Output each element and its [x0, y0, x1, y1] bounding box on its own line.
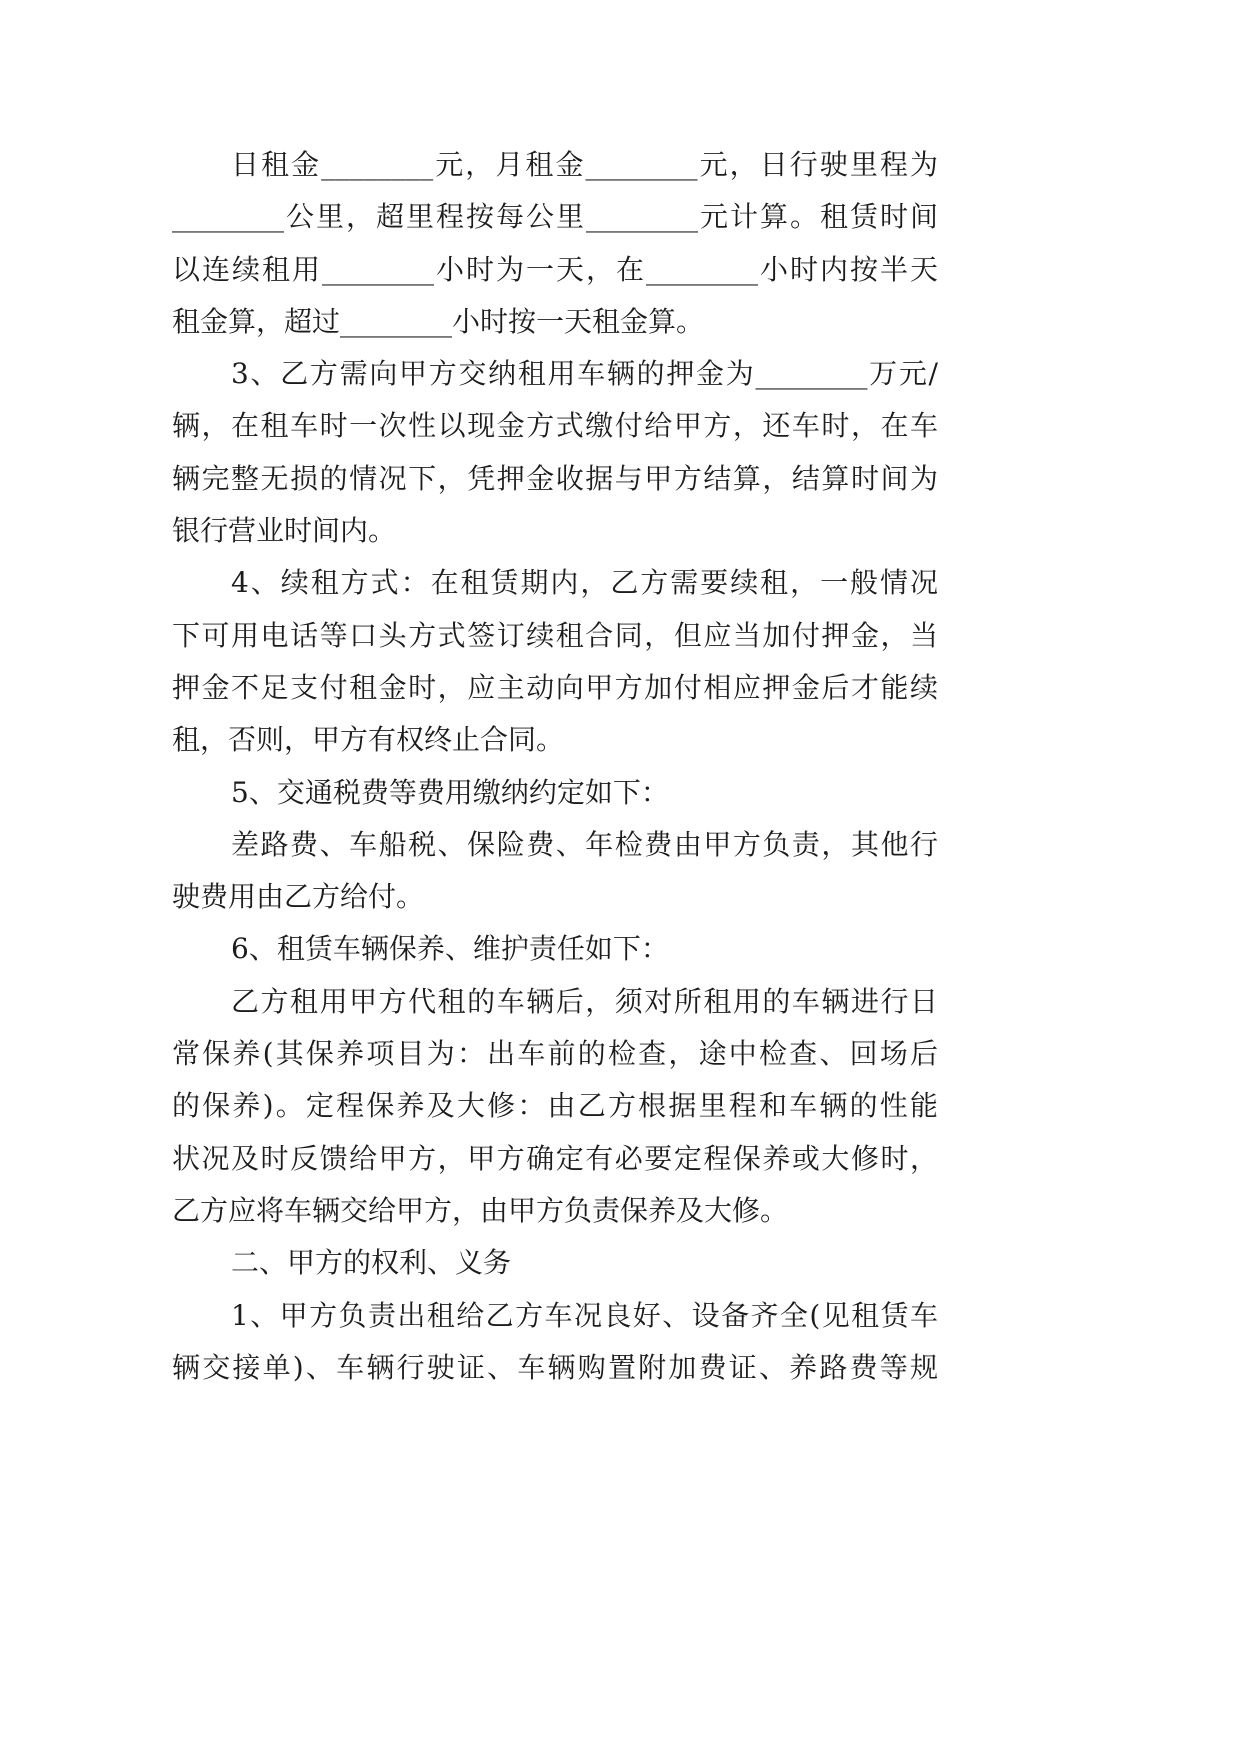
paragraph-taxes: [172, 819, 938, 924]
paragraph-renewal: [172, 557, 938, 766]
text-line: 差路费、车船税、保险费、年检费由甲方负责，其他行: [231, 827, 938, 861]
text-line: 辆交接单)、车辆行驶证、车辆购置附加费证、养路费等规: [172, 1350, 938, 1384]
text-line: 4、续租方式：在租赁期内，乙方需要续租，一般情况: [231, 566, 938, 600]
text-line: 辆完整无损的情况下，凭押金收据与甲方结算，结算时间为: [172, 461, 938, 495]
text-line: 租金算，超过________小时按一天租金算。: [172, 304, 705, 338]
text-line: ________公里，超里程按每公里________元计算。租赁时间: [172, 200, 938, 234]
text-line: 下可用电话等口头方式签订续租合同，但应当加付押金，当: [172, 618, 938, 652]
document-body: [172, 139, 938, 1394]
paragraph-maintenance-heading: [172, 923, 938, 975]
text-line: 1、甲方负责出租给乙方车况良好、设备齐全(见租赁车: [231, 1298, 938, 1332]
text-line: 状况及时反馈给甲方，甲方确定有必要定程保养或大修时，: [172, 1141, 938, 1175]
text-line: 驶费用由乙方给付。: [172, 880, 425, 914]
paragraph-party-a-duties: [172, 1290, 938, 1395]
text-line: 租，否则，甲方有权终止合同。: [172, 723, 565, 757]
text-line: 5、交通税费等费用缴纳约定如下：: [231, 775, 669, 809]
paragraph-rental-fees: [172, 139, 938, 348]
text-line: 以连续租用________小时为一天，在________小时内按半天: [172, 252, 938, 286]
text-line: 常保养(其保养项目为：出车前的检查，途中检查、回场后: [172, 1037, 938, 1071]
paragraph-taxes-heading: [172, 767, 938, 819]
text-line: 银行营业时间内。: [172, 514, 397, 548]
text-line: 6、租赁车辆保养、维护责任如下：: [231, 932, 669, 966]
text-line: 二、甲方的权利、义务: [231, 1246, 512, 1280]
text-line: 押金不足支付租金时，应主动向甲方加付相应押金后才能续: [172, 670, 938, 704]
text-line: 乙方应将车辆交给甲方，由甲方负责保养及大修。: [172, 1193, 789, 1227]
text-line: 的保养)。定程保养及大修：由乙方根据里程和车辆的性能: [172, 1089, 938, 1123]
text-line: 乙方租用甲方代租的车辆后，须对所租用的车辆进行日: [231, 984, 938, 1018]
text-line: 3、乙方需向甲方交纳租用车辆的押金为________万元/: [231, 357, 938, 391]
section-heading: [172, 1237, 938, 1289]
paragraph-deposit: [172, 348, 938, 557]
text-line: 日租金________元，月租金________元，日行驶里程为: [231, 148, 938, 181]
paragraph-maintenance: [172, 976, 938, 1237]
text-line: 辆，在租车时一次性以现金方式缴付给甲方，还车时，在车: [172, 409, 938, 443]
